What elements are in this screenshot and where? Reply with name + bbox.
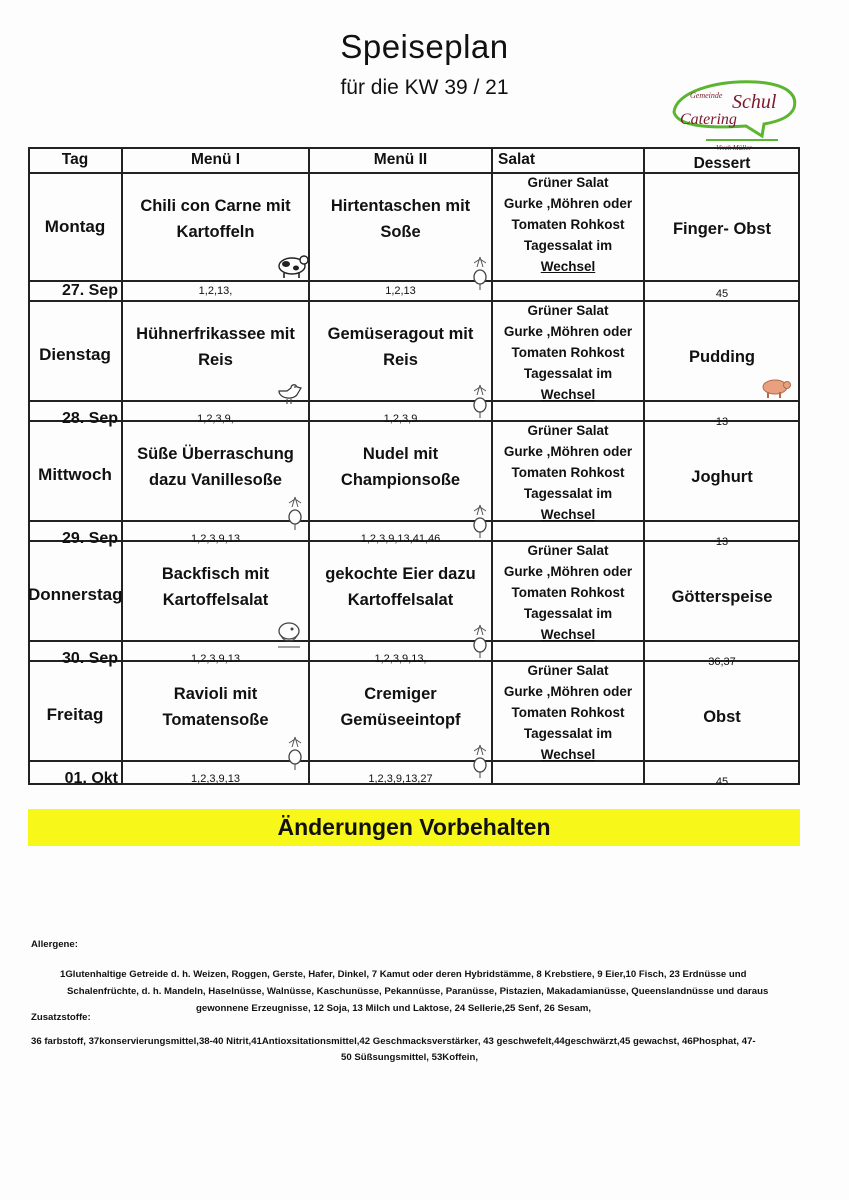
salat-line: Tagessalat im	[523, 485, 613, 501]
menu-2-montag: Hirtentaschen mit Soße	[330, 197, 471, 241]
menu-2-donnerstag: gekochte Eier dazu Kartoffelsalat	[325, 565, 476, 609]
zusatzstoffe-text-line-1: 36 farbstoff, 37konservierungsmittel,38-40 Nitrit,41Antioxsitationsmittel,42 Geschmacksverstärker, 43 geschwefelt,44geschwärzt,45 gewachst, 46Phosphat, 47-	[31, 1036, 756, 1047]
salat-line: Grüner Salat	[527, 303, 609, 318]
day-name-donnerstag: Donnerstag	[28, 585, 123, 605]
dessert-mittwoch: Joghurt	[691, 467, 753, 486]
allergens-menu-1-mittwoch: 1,2,3,9,13	[191, 532, 240, 545]
date-freitag: 01. Okt	[64, 770, 118, 787]
allergens-dessert-dienstag: 13	[715, 415, 729, 428]
salat-line: Tagessalat im	[523, 237, 613, 253]
salat-line: Gurke ,Möhren oder	[503, 195, 633, 211]
column-header-dessert: Dessert	[693, 155, 751, 173]
date-montag: 27. Sep	[61, 282, 118, 299]
dessert-donnerstag: Götterspeise	[671, 587, 773, 606]
logo-text-bottom: Vivek Müller	[716, 144, 752, 152]
salat-freitag	[492, 659, 644, 779]
salat-line: Wechsel	[540, 746, 596, 762]
radish-icon	[470, 255, 490, 296]
salat-line: Grüner Salat	[527, 423, 609, 438]
radish-icon	[285, 735, 305, 776]
salat-line: Tomaten Rohkost	[511, 704, 625, 720]
salat-line: Grüner Salat	[527, 175, 609, 190]
chicken-icon	[275, 379, 303, 410]
column-header-tag: Tag	[61, 151, 89, 169]
salat-line: Gurke ,Möhren oder	[503, 563, 633, 579]
salat-line: Grüner Salat	[527, 543, 609, 558]
dessert-dienstag: Pudding	[689, 347, 755, 366]
salat-line: Grüner Salat	[527, 663, 609, 678]
allergene-text-line-3: gewonnene Erzeugnisse, 12 Soja, 13 Milch und Laktose, 24 Sellerie,25 Senf, 26 Sesam,	[196, 1003, 592, 1014]
radish-icon	[470, 623, 490, 664]
menu-1-montag: Chili con Carne mit Kartoffeln	[140, 197, 291, 241]
salat-line: Wechsel	[540, 626, 596, 642]
radish-icon	[470, 503, 490, 544]
column-header-salat: Salat	[498, 151, 536, 169]
salat-line: Wechsel	[540, 506, 596, 522]
allergens-menu-1-donnerstag: 1,2,3,9,13	[191, 652, 240, 665]
salat-dienstag	[492, 299, 644, 419]
allergens-dessert-mittwoch: 13	[715, 535, 729, 548]
menu-2-mittwoch: Nudel mit Championsoße	[340, 445, 461, 489]
salat-line: Tomaten Rohkost	[511, 216, 625, 232]
menu-1-donnerstag: Backfisch mit Kartoffelsalat	[161, 565, 270, 609]
menu-1-mittwoch: Süße Überraschung dazu Vanillesoße	[137, 445, 294, 489]
changes-reserved-banner: Änderungen Vorbehalten	[28, 809, 800, 846]
page-title: Speiseplan	[340, 28, 509, 65]
salat-line: Tagessalat im	[523, 725, 613, 741]
allergene-label: Allergene:	[31, 939, 78, 950]
radish-icon	[470, 743, 490, 784]
salat-mittwoch	[492, 419, 644, 539]
logo-text-catering: Catering	[680, 111, 737, 128]
salat-line: Tagessalat im	[523, 605, 613, 621]
logo-text-schul: Schul	[732, 91, 777, 113]
page-subtitle: für die KW 39 / 21	[340, 76, 509, 99]
allergens-menu-2-mittwoch: 1,2,3,9,13,41,46	[360, 532, 441, 545]
radish-icon	[285, 495, 305, 536]
menu-1-dienstag: Hühnerfrikassee mit Reis	[136, 325, 295, 369]
salat-line: Gurke ,Möhren oder	[503, 323, 633, 339]
date-dienstag: 28. Sep	[61, 410, 118, 427]
allergens-menu-1-freitag: 1,2,3,9,13	[191, 772, 240, 785]
salat-donnerstag	[492, 539, 644, 659]
pig-icon	[760, 375, 792, 404]
dessert-montag: Finger- Obst	[672, 219, 772, 238]
salat-line: Tomaten Rohkost	[511, 344, 625, 360]
salat-line: Tomaten Rohkost	[511, 464, 625, 480]
menu-1-freitag: Ravioli mit Tomatensoße	[162, 685, 269, 729]
allergens-menu-1-dienstag: 1,2,3,9,	[197, 412, 234, 425]
salat-line: Gurke ,Möhren oder	[503, 443, 633, 459]
allergens-menu-2-montag: 1,2,13	[385, 284, 416, 297]
date-mittwoch: 29. Sep	[61, 530, 118, 547]
fish-icon	[275, 619, 303, 654]
allergens-dessert-donnerstag: 36,37	[708, 655, 736, 668]
day-name-montag: Montag	[44, 217, 106, 237]
allergens-dessert-freitag: 45	[715, 775, 729, 788]
logo-text-top: Gemeinde	[690, 91, 723, 100]
allergens-menu-1-montag: 1,2,13,	[198, 284, 233, 297]
school-catering-logo	[666, 74, 800, 152]
radish-icon	[470, 383, 490, 424]
salat-line: Gurke ,Möhren oder	[503, 683, 633, 699]
day-name-freitag: Freitag	[46, 705, 104, 725]
salat-line: Tomaten Rohkost	[511, 584, 625, 600]
allergens-dessert-montag: 45	[715, 287, 729, 300]
salat-montag	[492, 171, 644, 291]
allergens-menu-2-donnerstag: 1,2,3,9,13,	[374, 652, 427, 665]
date-donnerstag: 30. Sep	[61, 650, 118, 667]
salat-line: Wechsel	[540, 386, 596, 402]
day-name-dienstag: Dienstag	[39, 345, 111, 365]
zusatzstoffe-label: Zusatzstoffe:	[31, 1012, 91, 1023]
day-name-mittwoch: Mittwoch	[38, 465, 112, 485]
allergens-menu-2-freitag: 1,2,3,9,13,27	[368, 772, 433, 785]
cow-icon	[275, 251, 309, 284]
dessert-freitag: Obst	[703, 707, 741, 726]
menu-2-freitag: Cremiger Gemüseeintopf	[340, 685, 461, 729]
column-header-menu-1: Menü I	[190, 151, 241, 169]
menu-table	[28, 147, 800, 788]
salat-line: Tagessalat im	[523, 365, 613, 381]
allergene-text-line-1: 1Glutenhaltige Getreide d. h. Weizen, Roggen, Gerste, Hafer, Dinkel, 7 Kamut oder deren Hybridstämme, 8 Krebstiere, 9 Eier,10 Fisch, 23 Erdnüsse und	[60, 969, 747, 980]
zusatzstoffe-text-line-2: 50 Süßsungsmittel, 53Koffein,	[341, 1052, 479, 1063]
menu-2-dienstag: Gemüseragout mit Reis	[327, 325, 474, 369]
column-header-menu-2: Menü II	[373, 151, 428, 169]
allergene-text-line-2: Schalenfrüchte, d. h. Mandeln, Haselnüsse, Walnüsse, Kaschunüsse, Pekannüsse, Paranüsse, Pistazien, Makadamianüsse, Queenslandnüsse und daraus	[67, 986, 769, 997]
allergens-menu-2-dienstag: 1,2,3,9	[383, 412, 418, 425]
salat-line: Wechsel	[540, 258, 596, 274]
